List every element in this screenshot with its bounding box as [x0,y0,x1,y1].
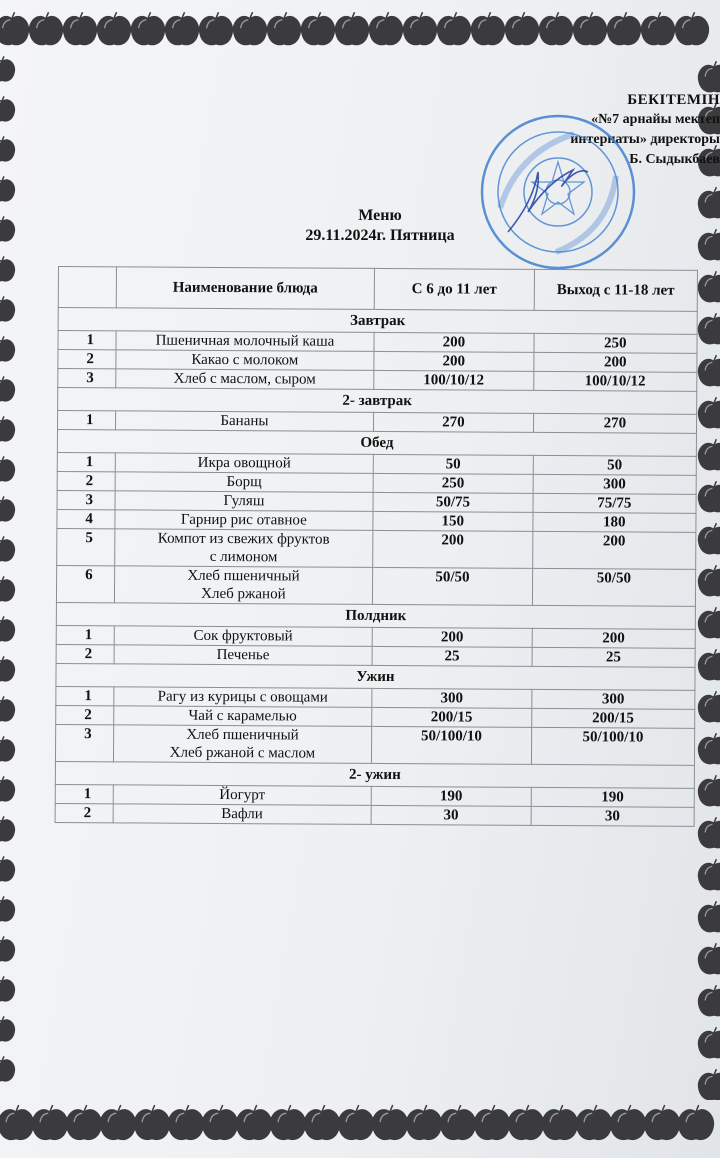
row-number: 2 [56,705,114,724]
row-number: 6 [56,565,114,602]
apple-ornament [607,12,641,45]
dish-name-line: Хлеб ржаной [201,585,286,603]
apple-ornament [100,1105,136,1140]
dish-name [115,369,374,390]
apple-ornament [698,901,720,932]
apple-ornament [0,1016,15,1041]
apple-ornament [0,976,15,1001]
apple-ornament [0,376,15,401]
apple-ornament [675,12,709,45]
portion-6-11: 50 [373,454,533,474]
portion-11-18: 180 [532,512,696,532]
dish-name [113,785,372,806]
dish-name-line: Сок фруктовый [193,627,293,645]
row-number: 3 [57,490,115,509]
dish-name-line: Икра овощной [197,454,291,472]
apple-ornament [0,216,15,241]
table-row [57,528,696,569]
row-number: 1 [58,331,116,350]
approval-position: интернаты» директоры [570,132,720,147]
section-title: 2- завтрак [58,388,697,415]
dish-name [115,510,374,531]
apple-ornament [698,943,720,974]
apple-ornament [0,96,15,121]
apple-ornament [508,1105,544,1140]
apple-ornament [199,12,233,45]
portion-6-11: 200/15 [372,707,532,727]
dish-name [113,725,372,764]
row-number: 2 [55,803,113,822]
apple-ornament [406,1105,442,1140]
dish-name [115,453,374,474]
table-row [55,803,694,826]
apple-ornament [698,691,720,722]
apple-ornament [698,481,720,512]
dish-name-line: Борщ [226,474,262,491]
apple-ornament [0,456,15,481]
dish-name-line: с лимоном [209,548,278,566]
dish-name-line: Гарнир рис отавное [180,511,307,529]
approval-heading: БЕКІТЕМІН [627,92,720,108]
approval-school: «№7 арнайы мектеп [591,112,720,127]
header-age-11-18: Выход с 11-18 лет [534,269,698,311]
dish-name [113,804,372,825]
dish-name-line: Йогурт [219,786,266,804]
portion-6-11: 50/100/10 [372,726,532,764]
header-dish-name: Наименование блюда [116,267,375,310]
apple-ornament [236,1105,272,1140]
apple-ornament [0,296,15,321]
apple-ornament [698,1027,720,1058]
dish-name [114,566,373,605]
apple-ornament [610,1105,646,1140]
dish-name [114,529,373,568]
portion-11-18: 30 [531,806,695,826]
menu-title [220,206,540,246]
portion-11-18: 50/50 [532,568,696,606]
apple-ornament [32,1105,68,1140]
portion-11-18: 25 [532,647,696,667]
portion-11-18: 200 [533,352,697,372]
portion-11-18: 250 [534,333,698,353]
apple-ornament [0,856,15,881]
portion-11-18: 75/75 [533,493,697,513]
row-number: 1 [56,625,114,644]
row-number: 3 [58,369,116,388]
section-title: 2- ужин [55,761,694,788]
apple-ornament [0,12,29,45]
apple-ornament [474,1105,510,1140]
dish-name-line: Хлеб ржаной с маслом [169,744,316,762]
apple-ornament [0,416,15,441]
apple-ornament [0,616,15,641]
portion-6-11: 270 [374,412,534,432]
row-number: 2 [57,471,115,490]
portion-6-11: 30 [371,805,531,825]
apple-ornament [134,1105,170,1140]
apple-ornament [403,12,437,45]
apple-ornament [0,696,15,721]
menu-table [55,266,698,827]
apple-ornament [0,896,15,921]
dish-name [113,687,372,708]
apple-ornament [0,136,15,161]
table-row [56,565,695,606]
portion-6-11: 150 [373,511,533,531]
portion-11-18: 200 [532,531,696,569]
apple-ornament [0,536,15,561]
apple-ornament [698,607,720,638]
apple-ornament [0,1105,34,1140]
apple-ornament [698,775,720,806]
dish-name [113,706,372,727]
apple-ornament [131,12,165,45]
title-date: 29.11.2024г. Пятница [305,227,455,244]
apple-ornament [698,1069,720,1100]
apple-ornament [0,336,15,361]
apple-ornament [338,1105,374,1140]
portion-6-11: 190 [371,786,531,806]
section-title: Полдник [56,602,695,629]
dish-name-line: Хлеб с маслом, сыром [173,370,316,388]
apple-ornament [168,1105,204,1140]
apple-ornament [335,12,369,45]
apple-border-bottom [0,1086,720,1158]
apple-ornament [202,1105,238,1140]
portion-6-11: 250 [373,473,533,493]
apple-ornament [576,1105,612,1140]
dish-name [114,645,373,666]
apple-ornament [471,12,505,45]
row-number: 4 [57,509,115,528]
apple-ornament [0,56,15,81]
row-number: 3 [55,724,113,761]
apple-ornament [698,859,720,890]
section-title: Ужин [56,663,695,690]
portion-11-18: 300 [531,689,695,709]
dish-name-line: Печенье [216,646,270,664]
apple-ornament [698,271,720,302]
section-title: Завтрак [58,308,697,335]
section-title: Обед [57,430,696,457]
portion-6-11: 100/10/12 [374,370,534,390]
portion-6-11: 200 [374,332,534,352]
portion-6-11: 50/75 [373,492,533,512]
apple-ornament [505,12,539,45]
dish-name [116,350,375,371]
apple-ornament [0,936,15,961]
portion-11-18: 200/15 [531,708,695,728]
portion-11-18: 50 [533,455,697,475]
dish-name-line: Какао с молоком [191,351,299,369]
apple-ornament [698,733,720,764]
dish-name-line: Гуляш [223,493,265,510]
row-number: 1 [55,784,113,803]
apple-ornament [573,12,607,45]
apple-ornament [698,229,720,260]
portion-11-18: 50/100/10 [531,727,695,765]
apple-ornament [372,1105,408,1140]
apple-ornament [0,496,15,521]
dish-name [115,411,374,432]
apple-ornament [66,1105,102,1140]
portion-6-11: 200 [373,530,533,568]
apple-ornament [698,817,720,848]
apple-ornament [97,12,131,45]
menu-body [55,308,697,827]
header-age-6-11: С 6 до 11 лет [374,268,534,310]
row-number: 2 [56,644,114,663]
portion-11-18: 190 [531,787,695,807]
apple-ornament [542,1105,578,1140]
header-number [58,267,116,308]
apple-ornament [698,187,720,218]
apple-ornament [698,649,720,680]
apple-ornament [0,176,15,201]
apple-ornament [0,736,15,761]
official-seal [478,112,638,272]
apple-ornament [698,61,720,92]
dish-name-line: Компот из свежих фруктов [157,530,330,548]
dish-name-line: Рагу из курицы с овощами [157,688,328,706]
dish-name-line: Хлеб пшеничный [186,726,299,744]
portion-6-11: 50/50 [373,567,533,605]
apple-ornament [698,565,720,596]
apple-ornament [698,313,720,344]
dish-name-line: Хлеб пшеничный [187,567,300,585]
apple-ornament [698,985,720,1016]
table-header-row [58,267,697,312]
apple-ornament [698,439,720,470]
dish-name-line: Пшеничная молочный каша [155,332,335,350]
apple-ornament [437,12,471,45]
apple-ornament [301,12,335,45]
apple-ornament [0,656,15,681]
apple-ornament [165,12,199,45]
dish-name [115,472,374,493]
portion-11-18: 100/10/12 [533,371,697,391]
apple-ornament [304,1105,340,1140]
apple-ornament [233,12,267,45]
apple-ornament [0,1056,15,1081]
dish-name [115,491,374,512]
dish-name-line: Бананы [220,412,269,430]
portion-11-18: 200 [532,628,696,648]
apple-ornament [270,1105,306,1140]
portion-6-11: 25 [372,646,532,666]
portion-11-18: 270 [533,413,697,433]
apple-ornament [63,12,97,45]
apple-border-left [0,50,22,1100]
row-number: 1 [58,411,116,430]
apple-ornament [698,523,720,554]
approval-signatory: Б. Сыдыкбаев [629,152,720,167]
apple-ornament [369,12,403,45]
dish-name [114,626,373,647]
portion-6-11: 300 [372,688,532,708]
table-row [55,724,694,765]
row-number: 5 [57,528,115,565]
row-number: 2 [58,350,116,369]
apple-ornament [641,12,675,45]
apple-ornament [0,776,15,801]
apple-ornament [539,12,573,45]
dish-name-line: Чай с карамелью [188,707,297,725]
apple-ornament [0,576,15,601]
apple-border-top [0,0,720,60]
apple-ornament [698,355,720,386]
dish-name-line: Вафли [221,806,263,823]
apple-ornament [0,256,15,281]
portion-6-11: 200 [372,627,532,647]
portion-11-18: 300 [533,474,697,494]
apple-ornament [644,1105,680,1140]
portion-6-11: 200 [374,351,534,371]
row-number: 1 [56,686,114,705]
title-menu: Меню [358,207,402,224]
apple-ornament [0,816,15,841]
apple-ornament [678,1105,714,1140]
apple-ornament [440,1105,476,1140]
apple-ornament [267,12,301,45]
apple-ornament [29,12,63,45]
row-number: 1 [57,452,115,471]
dish-name [116,331,375,352]
apple-ornament [698,397,720,428]
